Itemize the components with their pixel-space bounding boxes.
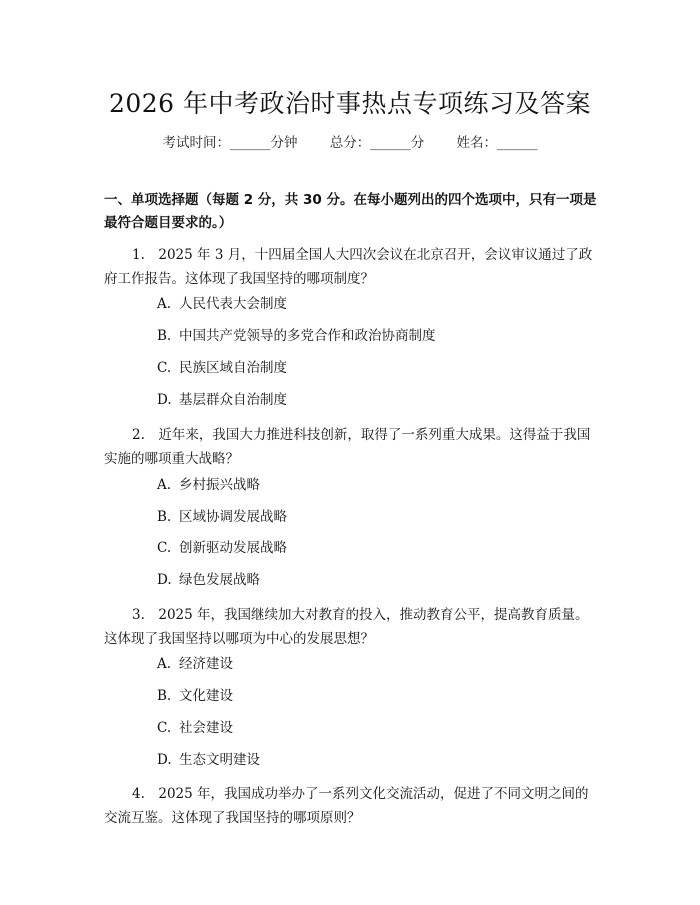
question-2-option-a: [157, 475, 260, 495]
exam-time-field: 考试时间：______分钟: [162, 135, 298, 151]
option-text: 中国共产党领导的多党合作和政治协商制度: [179, 328, 436, 344]
option-text: 创新驱动发展战略: [179, 540, 287, 556]
option-letter: D.: [157, 752, 172, 768]
question-1-option-a: [157, 294, 287, 314]
question-2: 2. 近年来，我国大力推进科技创新，取得了一系列重大成果。这得益于我国实施的哪项重大战略？: [104, 427, 591, 467]
question-3-option-b: [157, 686, 233, 706]
option-text: 生态文明建设: [179, 752, 260, 768]
option-text: 区域协调发展战略: [179, 509, 287, 525]
question-2-option-b: [157, 507, 287, 527]
option-letter: C.: [157, 720, 172, 736]
page-title: 2026 年中考政治时事热点专项练习及答案: [108, 89, 592, 118]
name-field: 姓名：______: [456, 135, 538, 151]
question-1-option-c: [157, 358, 287, 378]
option-text: 文化建设: [179, 688, 233, 704]
question-3: 3. 2025 年，我国继续加大对教育的投入，推动教育公平，提高教育质量。这体现了我国坚持以哪项为中心的发展思想？: [104, 607, 589, 647]
question-4: 4. 2025 年，我国成功举办了一系列文化交流活动，促进了不同文明之间的交流互鉴。这体现了我国坚持的哪项原则？: [104, 786, 589, 826]
option-letter: D.: [157, 572, 172, 588]
option-letter: B.: [157, 328, 172, 344]
question-3-option-c: [157, 718, 233, 738]
option-letter: A.: [157, 296, 172, 312]
question-2-option-c: [157, 538, 287, 558]
question-3-option-a: [157, 654, 233, 674]
option-text: 绿色发展战略: [179, 572, 260, 588]
question-2-option-d: [157, 570, 260, 590]
section-heading: 一、单项选择题（每题 2 分，共 30 分。在每小题列出的四个选项中，只有一项是最符合题目要求的。）: [104, 192, 597, 231]
option-letter: B.: [157, 509, 172, 525]
option-text: 民族区域自治制度: [179, 360, 287, 376]
question-1: 1. 2025 年 3 月，十四届全国人大四次会议在北京召开，会议审议通过了政府工作报告。这体现了我国坚持的哪项制度？: [104, 247, 593, 287]
option-text: 人民代表大会制度: [179, 296, 287, 312]
option-text: 乡村振兴战略: [179, 477, 260, 493]
exam-meta: [0, 131, 700, 151]
option-text: 基层群众自治制度: [179, 392, 287, 408]
option-letter: B.: [157, 688, 172, 704]
option-letter: D.: [157, 392, 172, 408]
option-letter: A.: [157, 477, 172, 493]
option-text: 社会建设: [179, 720, 233, 736]
option-text: 经济建设: [179, 656, 233, 672]
option-letter: C.: [157, 360, 172, 376]
question-1-option-b: [157, 326, 436, 346]
question-3-option-d: [157, 750, 260, 770]
total-score-field: 总分：______分: [329, 135, 425, 151]
option-letter: A.: [157, 656, 172, 672]
option-letter: C.: [157, 540, 172, 556]
question-1-option-d: [157, 390, 287, 410]
